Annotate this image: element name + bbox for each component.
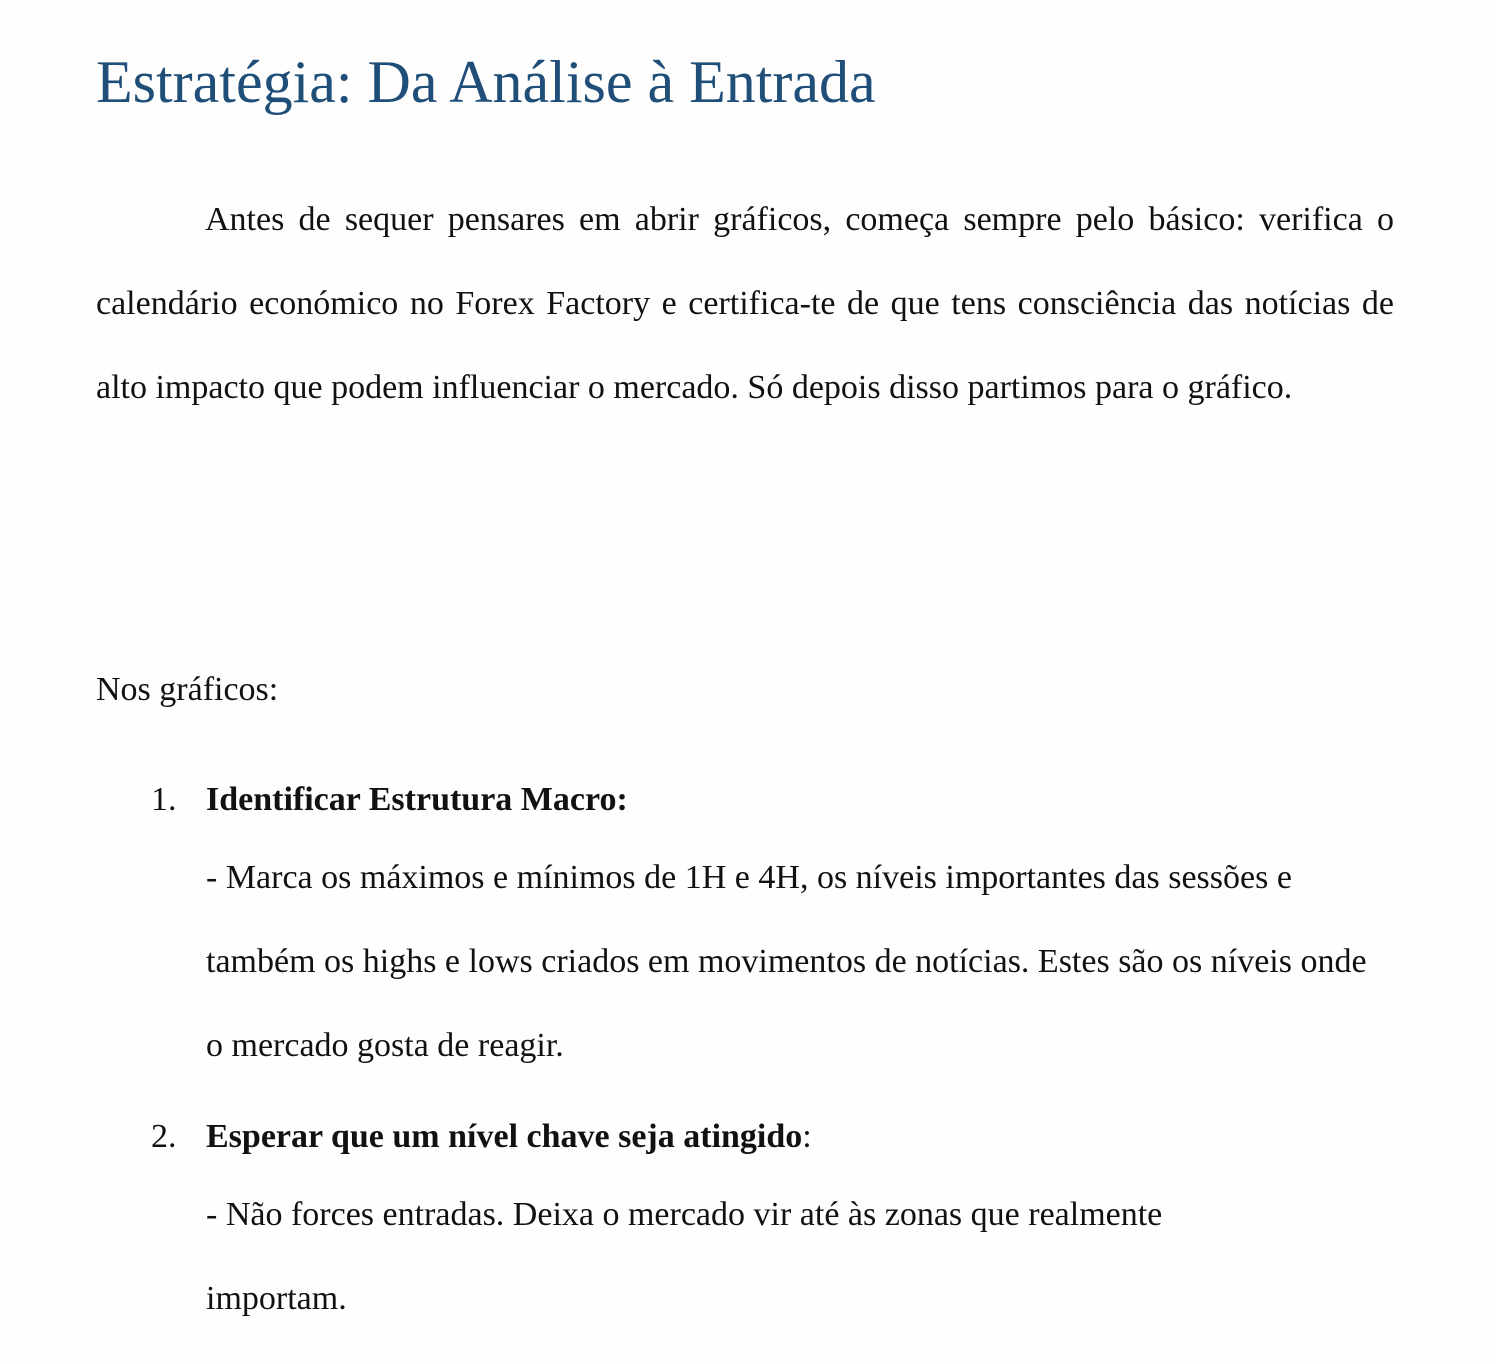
step-heading-text: Identificar Estrutura Macro:: [206, 781, 628, 818]
intro-paragraph: Antes de sequer pensares em abrir gráficos, começa sempre pelo básico: verifica o calendário económico no Forex Factory e certifica-te de que tens consciência das notícias de alto impacto que podem influenciar o mercado. Só depois disso partimos para o gráfico.: [96, 201, 1394, 406]
step-heading-text: Esperar que um nível chave seja atingido: [206, 1118, 803, 1155]
step-description: - Não forces entradas. Deixa o mercado vir até às zonas que realmente importam.: [206, 1196, 1163, 1317]
step-heading-suffix: :: [802, 1118, 812, 1155]
step-number: 1.: [151, 781, 177, 818]
document-title: Estratégia: Da Análise à Entrada: [96, 49, 876, 115]
step-heading: [206, 776, 628, 824]
section-label: Nos gráficos:: [96, 671, 279, 708]
step-number: 2.: [151, 1118, 177, 1155]
step-description: - Marca os máximos e mínimos de 1H e 4H, os níveis importantes das sessões e também os highs e lows criados em movimentos de notícias. Estes são os níveis onde o mercado gosta de reagir.: [206, 859, 1367, 1064]
step-heading: [206, 1113, 812, 1161]
